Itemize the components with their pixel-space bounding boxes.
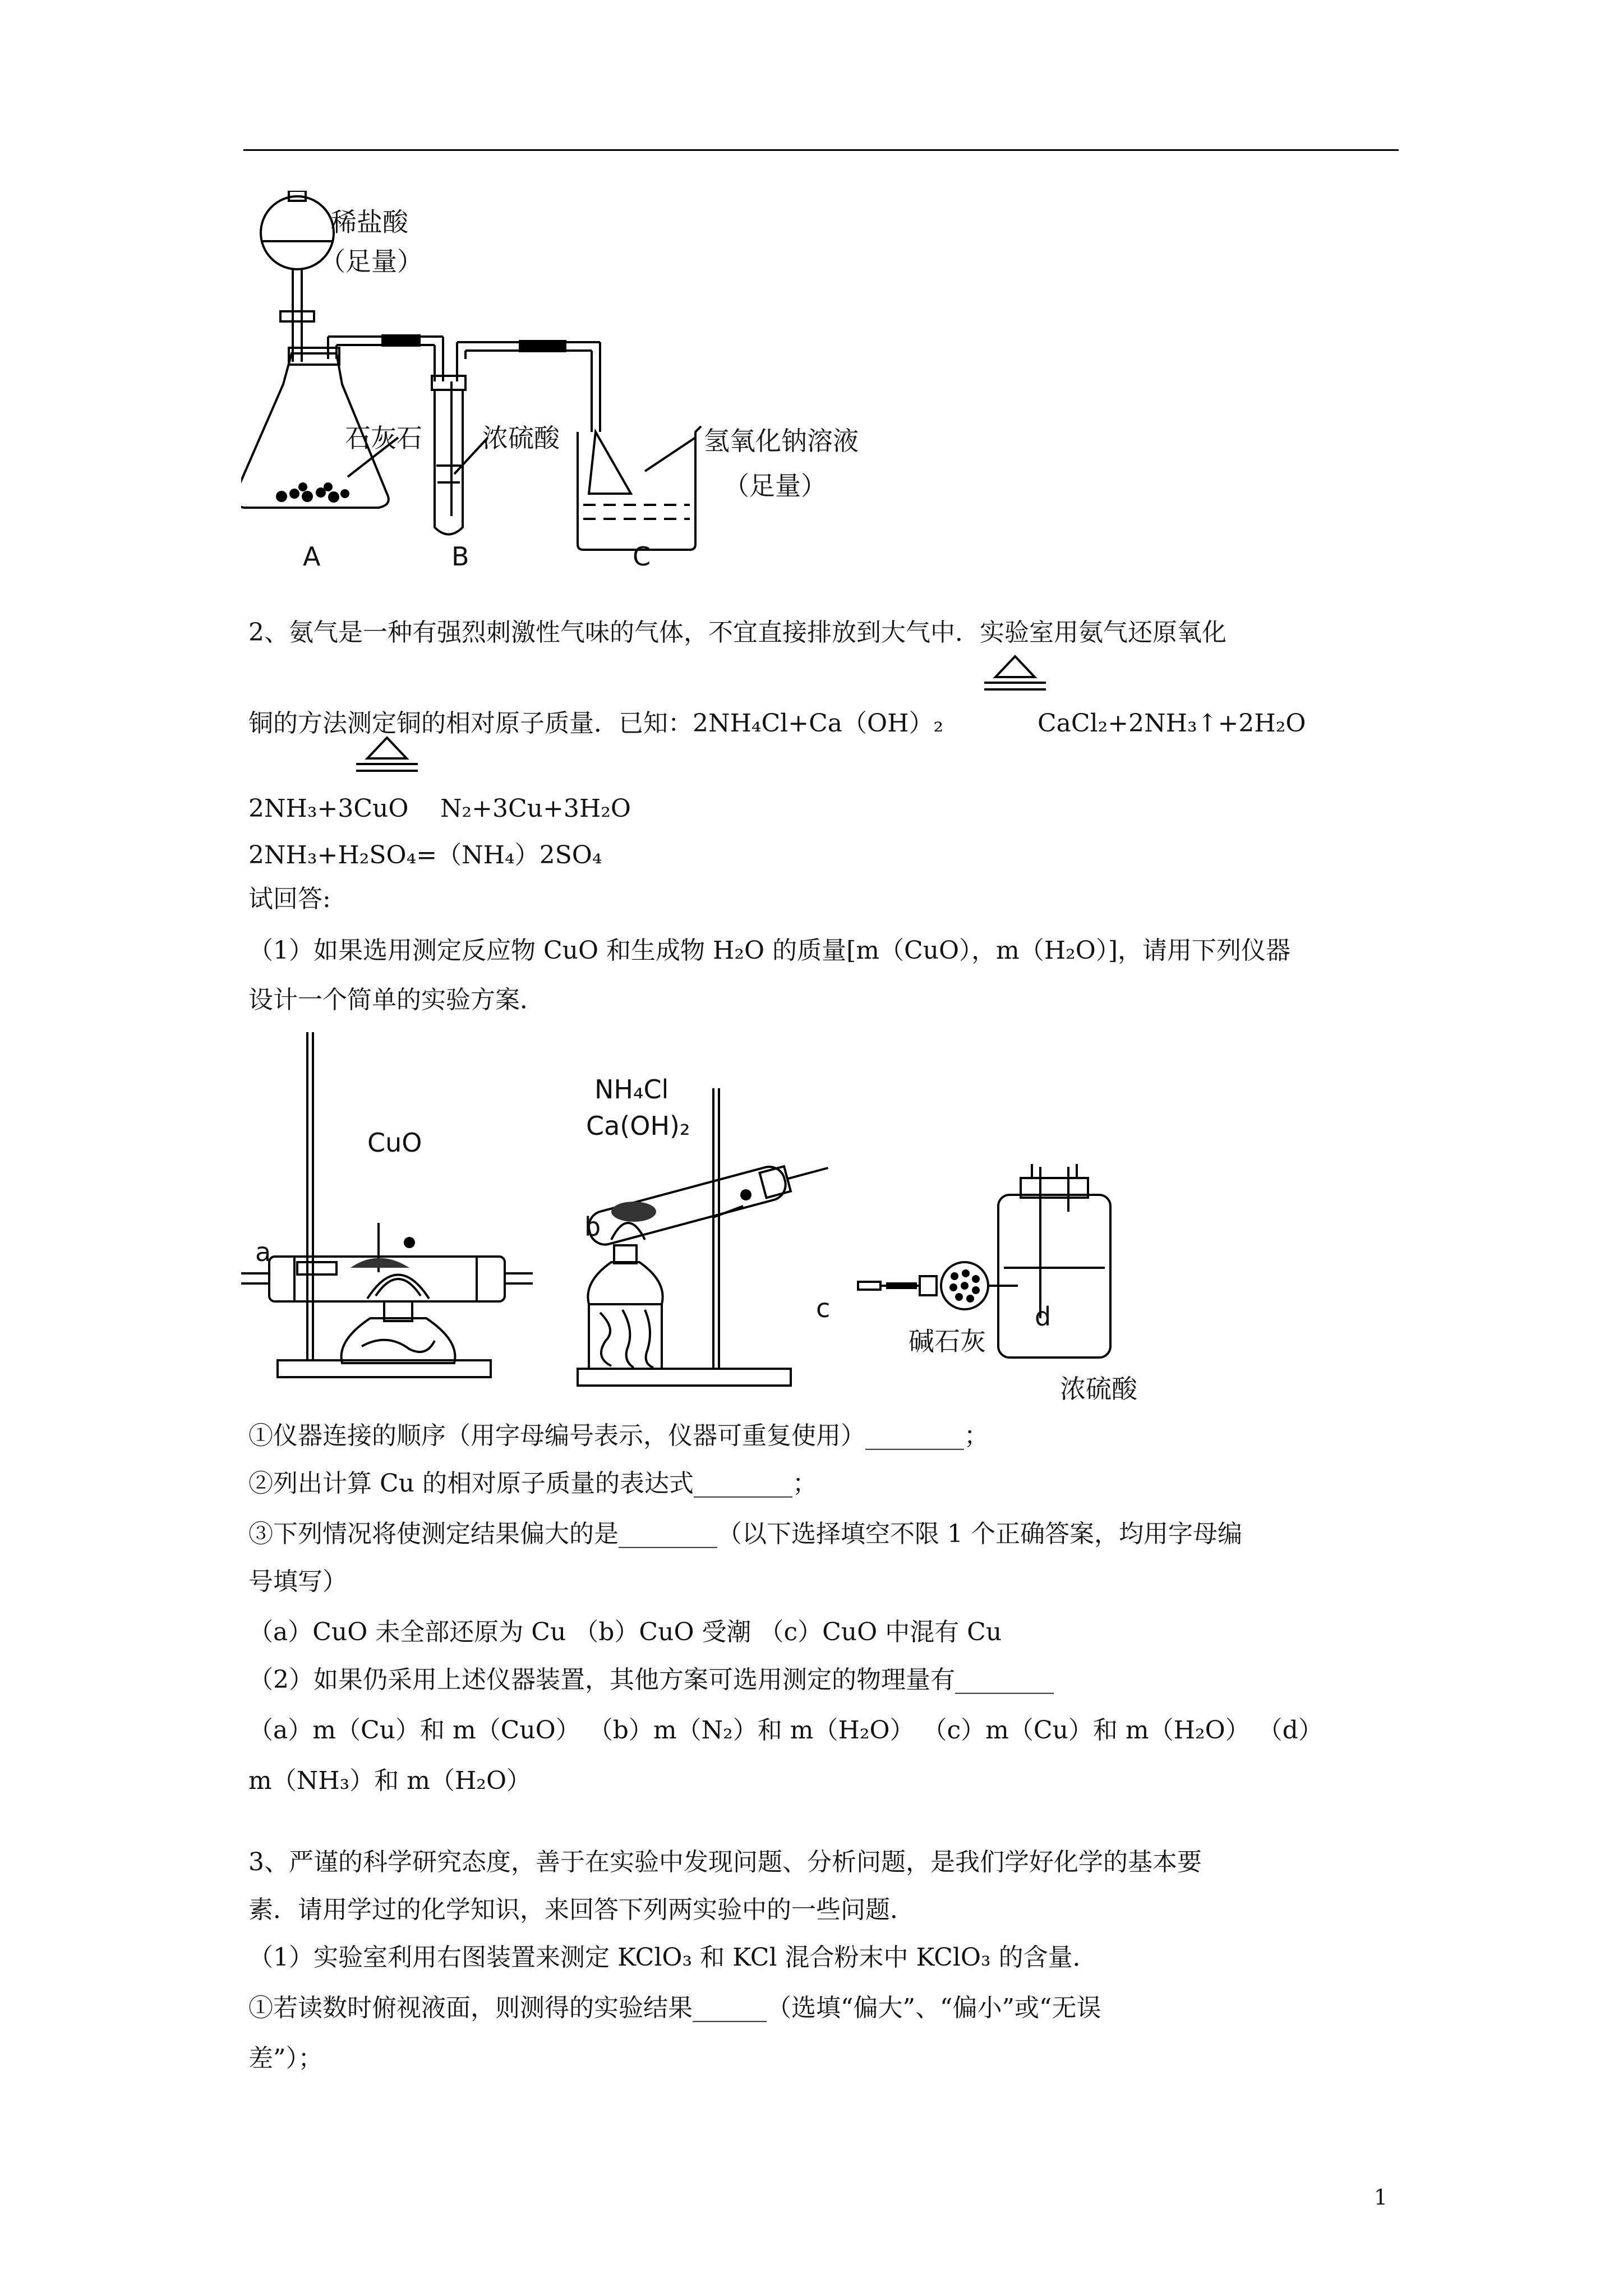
- app-letter-a: a: [255, 1237, 271, 1267]
- sub-question-3-options: （a）CuO 未全部还原为 Cu （b）CuO 受潮 （c）CuO 中混有 Cu: [248, 1618, 1002, 1646]
- soda-lime-label: 碱石灰: [909, 1326, 986, 1356]
- q3-sub1-line1: ①若读数时俯视液面，则测得的实验结果______（选填“偏大”、“偏小”或“无误: [248, 1994, 1101, 2022]
- fig1-letter-b: B: [451, 541, 469, 572]
- equation-2-left: 2NH₃+3CuO: [248, 794, 409, 823]
- beaker-excess-note: （足量）: [723, 471, 827, 501]
- sub-question-3-line2: 号填写）: [248, 1567, 347, 1596]
- conc-sulfuric-label: 浓硫酸: [482, 423, 560, 453]
- q2-part1-line2: 设计一个简单的实验方案．: [248, 986, 545, 1014]
- q2-part2-options-line2: m（NH₃）和 m（H₂O）: [248, 1766, 532, 1795]
- heat-symbol-1: [984, 654, 1046, 693]
- q2-part2: （2）如果仍采用上述仪器装置，其他方案可选用测定的物理量有________: [248, 1665, 1054, 1694]
- nh4cl-label: NH₄Cl: [594, 1074, 669, 1105]
- q3-sub1-line2: 差”）；: [248, 2044, 323, 2073]
- q2-intro-line2: [248, 707, 943, 740]
- reduction-apparatus-figure: [241, 1027, 1419, 1419]
- q2-part1-line1: （1）如果选用测定反应物 CuO 和生成物 H₂O 的质量[m（CuO），m（H₂O）]，请用下列仪器: [248, 936, 1291, 965]
- fig1-letter-c: C: [633, 541, 651, 572]
- q3-line1: 3、严谨的科学研究态度，善于在实验中发现问题、分析问题，是我们学好化学的基本要: [248, 1848, 1202, 1876]
- q3-part1: （1）实验室利用右图装置来测定 KClO₃ 和 KCl 混合粉末中 KClO₃ 的含量．: [248, 1943, 1098, 1972]
- q3-line2: 素．请用学过的化学知识，来回答下列两实验中的一些问题．: [248, 1895, 915, 1924]
- equation-1-left: 2NH₄Cl+Ca（OH）₂: [693, 709, 944, 738]
- conc-sulfuric-d-label: 浓硫酸: [1060, 1374, 1137, 1404]
- dilute-hcl-label: 稀盐酸: [331, 207, 408, 237]
- q2-intro-line1: 2、氨气是一种有强烈刺激性气味的气体，不宜直接排放到大气中．实验室用氨气还原氧化: [248, 618, 1227, 647]
- sub-question-1: ①仪器连接的顺序（用字母编号表示，仪器可重复使用）________；: [248, 1421, 989, 1450]
- header-rule: [243, 149, 1399, 151]
- equation-3: 2NH₃+H₂SO₄=（NH₄）2SO₄: [248, 841, 602, 869]
- equation-1-right: CaCl₂+2NH₃↑+2H₂O: [1038, 709, 1306, 738]
- page-number: 1: [1373, 2185, 1387, 2210]
- app-letter-c: c: [816, 1293, 831, 1323]
- equation-2-right: N₂+3Cu+3H₂O: [440, 794, 631, 823]
- app-letter-d: d: [1035, 1301, 1052, 1332]
- heat-symbol-2: [356, 735, 418, 774]
- caoh2-label: Ca(OH)₂: [586, 1111, 690, 1141]
- sub-question-3-line1: ③下列情况将使测定结果偏大的是________（以下选择填空不限 1 个正确答案，均用字母编: [248, 1520, 1242, 1548]
- fig1-letter-a: A: [303, 541, 321, 572]
- try-answer: 试回答:: [248, 885, 331, 913]
- sub-question-2: ②列出计算 Cu 的相对原子质量的表达式________；: [248, 1469, 817, 1498]
- funnel-excess-note: （足量）: [320, 246, 423, 277]
- limestone-label: 石灰石: [345, 423, 422, 453]
- cuo-label: CuO: [367, 1128, 422, 1158]
- q2-part2-options-line1: （a）m（Cu）和 m（CuO） （b）m（N₂）和 m（H₂O） （c）m（Cu）和 m（H₂O） （d）: [248, 1716, 1323, 1745]
- naoh-solution-label: 氢氧化钠溶液: [704, 426, 859, 456]
- app-letter-b: b: [584, 1212, 601, 1242]
- q2-intro-text: 铜的方法测定铜的相对原子质量．已知：: [248, 709, 693, 738]
